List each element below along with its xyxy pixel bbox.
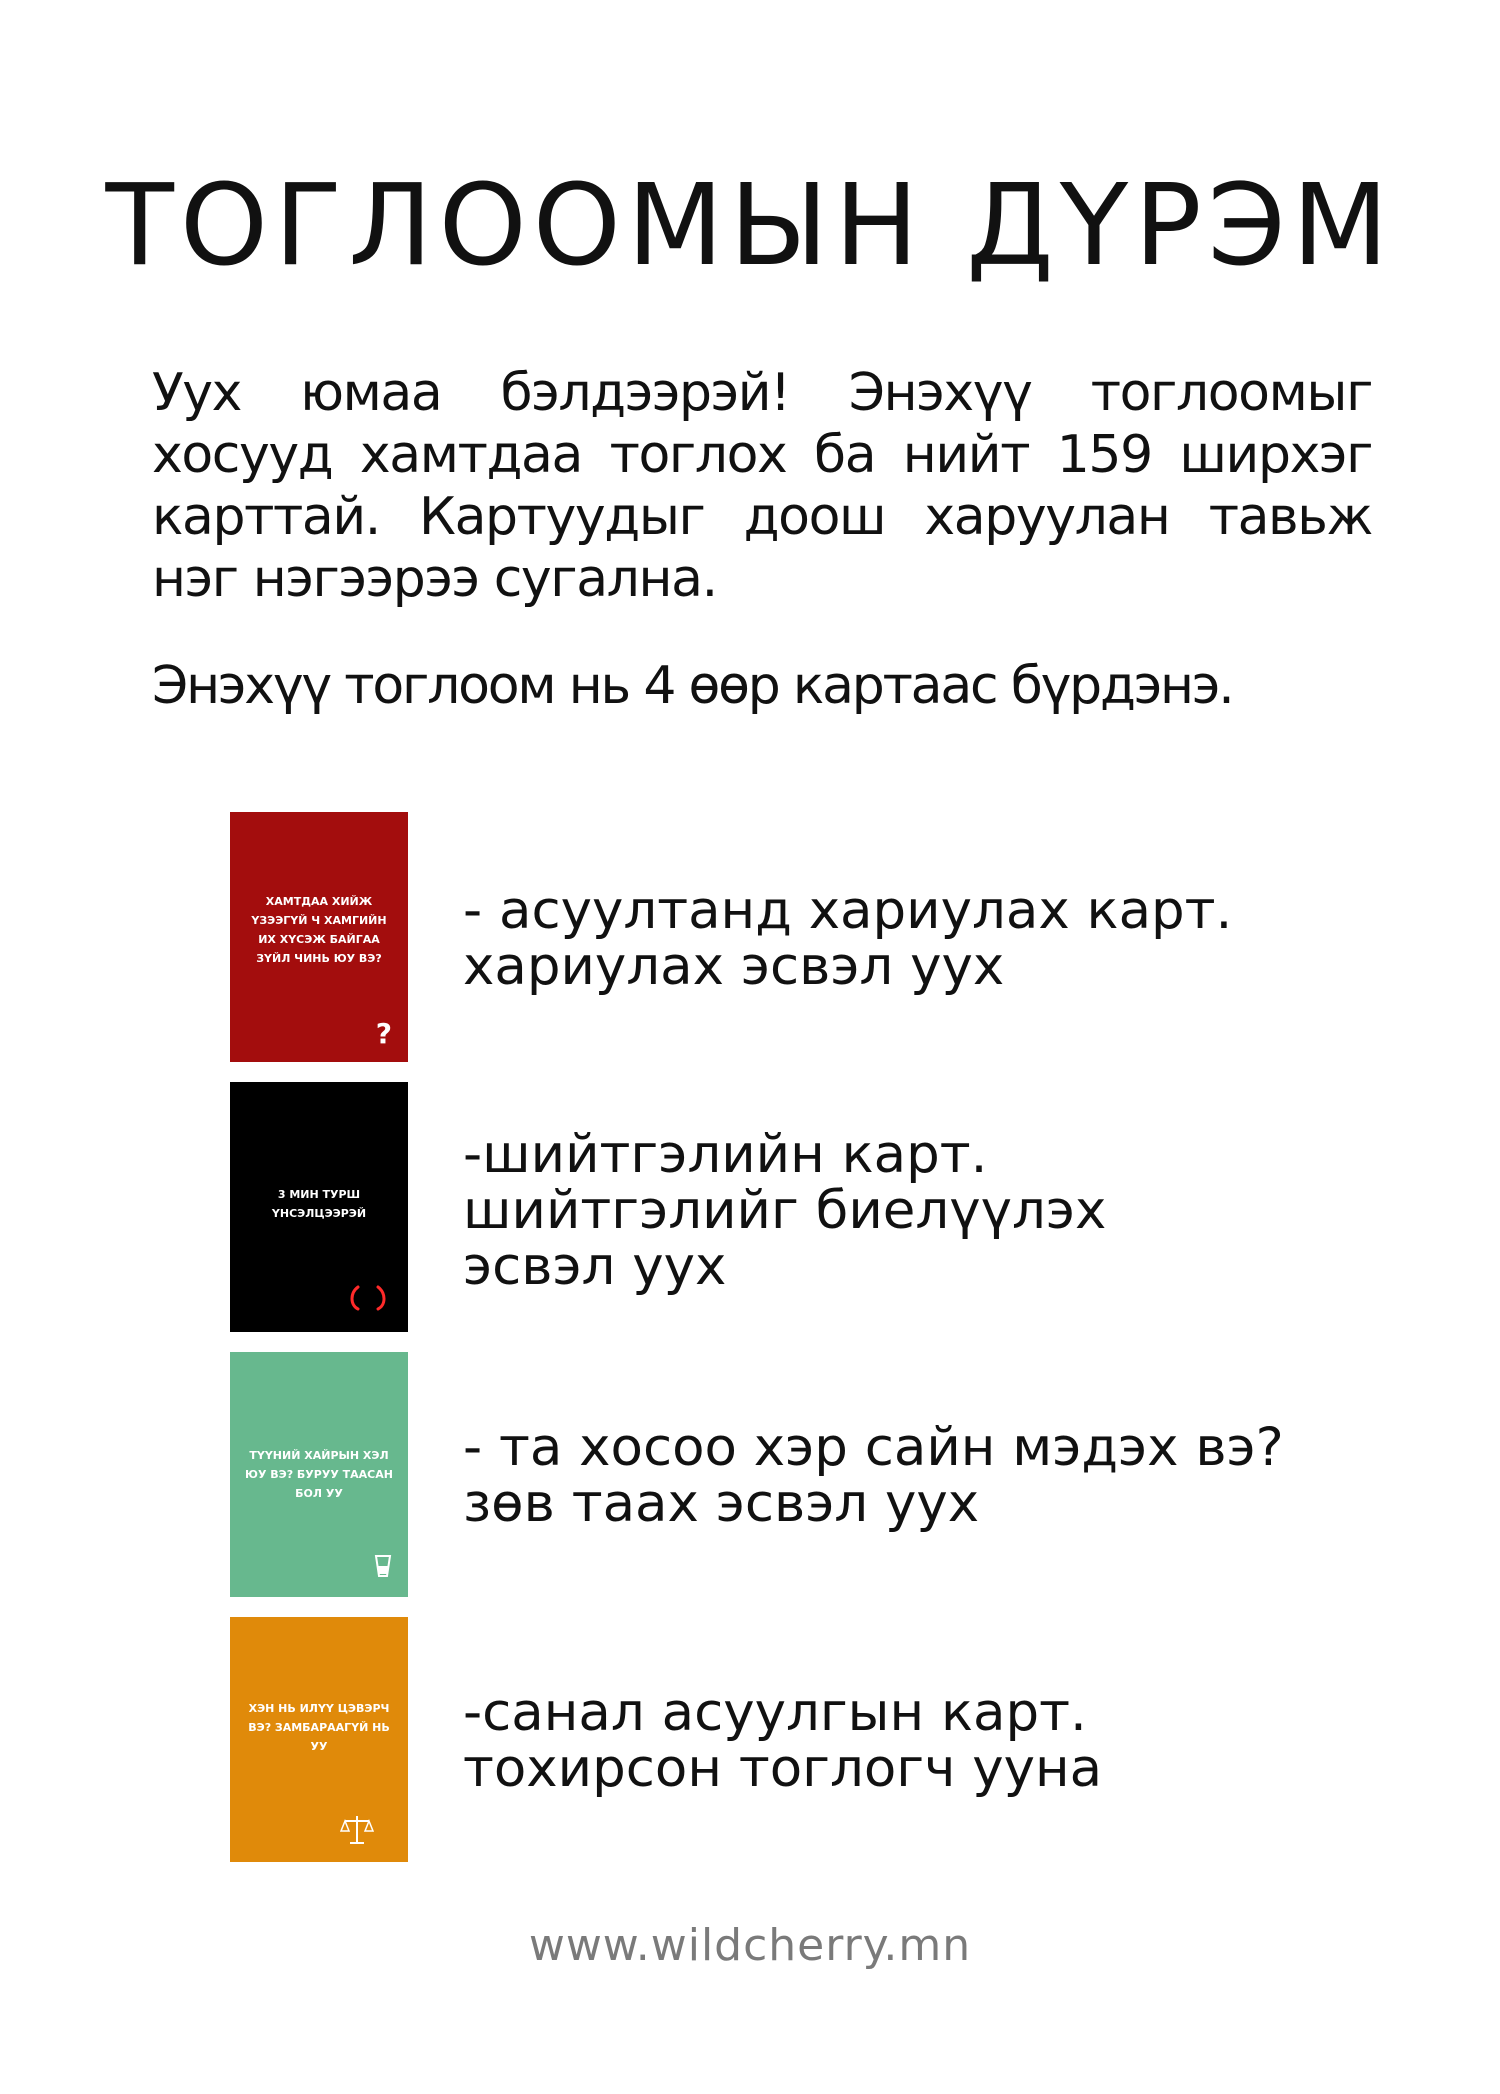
guess-card-text: ТҮҮНИЙ ХАЙРЫН ХЭЛ ЮУ ВЭ? БУРУУ ТААСАН БОЛ УУ — [245, 1449, 393, 1500]
punishment-card — [230, 1082, 408, 1332]
website-link[interactable]: www.wildcherry.mn — [528, 1920, 972, 1971]
question-card-description — [463, 880, 1423, 997]
poll-card — [230, 1617, 408, 1862]
balance-scale-icon — [340, 1813, 374, 1852]
guess-card-desc-line1: - та хосоо хэр сайн мэдэх вэ? — [463, 1417, 1284, 1478]
poll-card-desc-line2: тохирсон тоглогч ууна — [463, 1738, 1103, 1799]
page-title: ТОГЛООМЫН ДҮРЭМ — [105, 161, 1395, 291]
poll-card-description — [463, 1682, 1423, 1799]
intro-paragraph: Уух юмаа бэлдээрэй! Энэхүү тоглоомыг хосууд хамтдаа тоглох ба нийт 159 ширхэг карттай. Картуудыг доош харуулан тавьж нэг нэгээрээ сугална. — [152, 363, 1372, 609]
question-card — [230, 812, 408, 1062]
question-card-desc-line2: хариулах эсвэл уух — [463, 936, 1005, 997]
guess-card-description — [463, 1417, 1423, 1534]
punishment-card-desc-line1: -шийтгэлийн карт. — [463, 1124, 988, 1185]
punishment-card-text: 3 МИН ТУРШ ҮНСЭЛЦЭЭРЭЙ — [271, 1188, 367, 1220]
poll-card-text: ХЭН НЬ ИЛҮҮ ЦЭВЭРЧ ВЭ? ЗАМБАРААГҮЙ НЬ УУ — [248, 1702, 390, 1753]
punishment-card-desc-line3: эсвэл уух — [463, 1236, 727, 1297]
guess-card — [230, 1352, 408, 1597]
drink-glass-icon — [374, 1554, 392, 1583]
card-count-note: Энэхүү тоглоом нь 4 өөр картаас бүрдэнэ. — [152, 656, 1233, 716]
question-mark-icon: ? — [375, 1017, 392, 1050]
question-card-text: ХАМТДАА ХИЙЖ ҮЗЭЭГҮЙ Ч ХАМГИЙН ИХ ХҮСЭЖ БАЙГАА ЗҮЙЛ ЧИНЬ ЮУ ВЭ? — [251, 895, 387, 965]
devil-horns-icon — [348, 1285, 388, 1316]
poll-card-desc-line1: -санал асуулгын карт. — [463, 1682, 1087, 1743]
guess-card-desc-line2: зөв таах эсвэл уух — [463, 1473, 980, 1534]
punishment-card-description — [463, 1124, 1423, 1297]
question-card-desc-line1: - асуултанд хариулах карт. — [463, 880, 1233, 941]
punishment-card-desc-line2: шийтгэлийг биелүүлэх — [463, 1180, 1107, 1241]
